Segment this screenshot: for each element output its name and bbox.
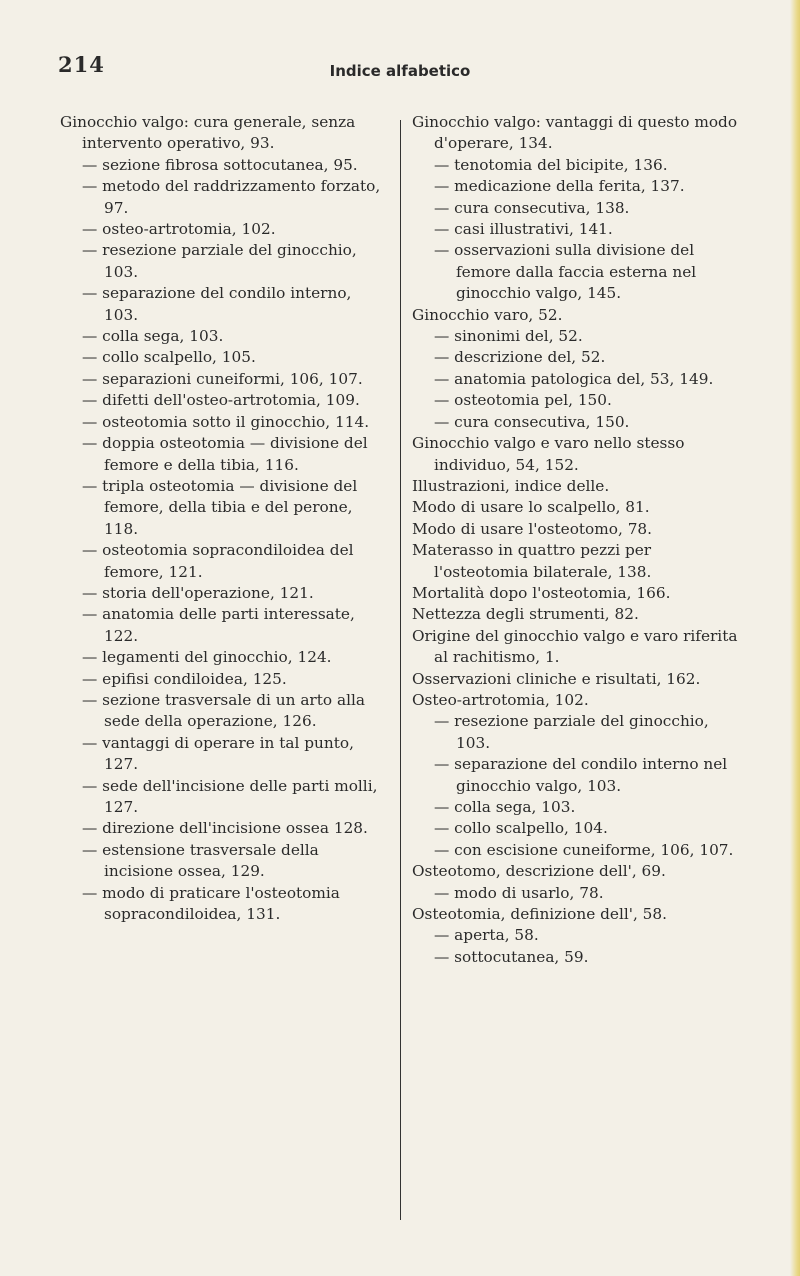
index-entry: Osteotomia, definizione dell', 58. bbox=[412, 905, 668, 924]
index-entry: Illustrazioni, indice delle. bbox=[412, 476, 610, 495]
index-subentry: — vantaggi di operare in tal punto, 127. bbox=[82, 733, 354, 774]
index-subentry: — modo di usarlo, 78. bbox=[434, 883, 604, 902]
page-number: 214 bbox=[58, 52, 105, 77]
index-subentry: — resezione parziale del ginocchio, 103. bbox=[434, 712, 709, 752]
index-subentry: — collo scalpello, 104. bbox=[434, 819, 608, 838]
index-subentry: — sottocutanea, 59. bbox=[434, 947, 589, 966]
index-subentry: — tenotomia del bicipite, 136. bbox=[434, 155, 668, 174]
index-subentry: — sinonimi del, 52. bbox=[434, 327, 583, 346]
column-divider bbox=[400, 120, 401, 1220]
index-entry: Osteotomo, descrizione dell', 69. bbox=[412, 862, 666, 881]
page-edge bbox=[790, 0, 800, 1276]
index-entry: Modo di usare l'osteotomo, 78. bbox=[412, 519, 653, 538]
index-subentry: — metodo del raddrizzamento forzato, 97. bbox=[82, 177, 381, 217]
index-subentry: — cura consecutiva, 150. bbox=[434, 412, 630, 431]
index-subentry: — resezione parziale del ginocchio, 103. bbox=[82, 241, 357, 281]
index-subentry: — anatomia delle parti interessate, 122. bbox=[82, 605, 355, 645]
index-entry: Origine del ginocchio valgo e varo riferita al rachitismo, 1. bbox=[412, 626, 738, 667]
index-subentry: — colla sega, 103. bbox=[82, 327, 224, 346]
index-entry: Osteo-artrotomia, 102. bbox=[412, 690, 589, 709]
index-subentry: — cura consecutiva, 138. bbox=[434, 198, 630, 217]
index-subentry: — osteo-artrotomia, 102. bbox=[82, 220, 276, 239]
index-subentry: — aperta, 58. bbox=[434, 926, 539, 945]
index-subentry: — medicazione della ferita, 137. bbox=[434, 177, 685, 196]
index-subentry: — casi illustrativi, 141. bbox=[434, 220, 613, 239]
index-subentry: — collo scalpello, 105. bbox=[82, 348, 256, 367]
index-entry: Modo di usare lo scalpello, 81. bbox=[412, 498, 650, 517]
index-entry: Osservazioni cliniche e risultati, 162. bbox=[412, 669, 701, 688]
index-subentry: — osteotomia sotto il ginocchio, 114. bbox=[82, 412, 370, 431]
index-column-left bbox=[60, 112, 390, 925]
index-subentry: — epifisi condiloidea, 125. bbox=[82, 669, 287, 688]
index-subentry: — sezione trasversale di un arto alla sede della operazione, 126. bbox=[82, 690, 365, 731]
index-entry: Ginocchio valgo e varo nello stesso individuo, 54, 152. bbox=[412, 434, 685, 474]
index-subentry: — osservazioni sulla divisione del femore dalla faccia esterna nel ginocchio valgo, 145. bbox=[434, 241, 697, 303]
index-subentry: — estensione trasversale della incisione ossea, 129. bbox=[82, 840, 319, 881]
index-subentry: — separazione del condilo interno, 103. bbox=[82, 284, 352, 324]
index-entry: Materasso in quattro pezzi per l'osteotomia bilaterale, 138. bbox=[412, 541, 652, 581]
index-subentry: — osteotomia pel, 150. bbox=[434, 391, 612, 410]
index-subentry: — descrizione del, 52. bbox=[434, 348, 606, 367]
index-subentry: — modo di praticare l'osteotomia sopracondiloidea, 131. bbox=[82, 883, 340, 924]
index-subentry: — anatomia patologica del, 53, 149. bbox=[434, 369, 714, 388]
index-entry: Nettezza degli strumenti, 82. bbox=[412, 605, 639, 624]
page-title: Indice alfabetico bbox=[329, 62, 471, 80]
index-entry: Ginocchio varo, 52. bbox=[412, 305, 563, 324]
index-subentry: — separazione del condilo interno nel ginocchio valgo, 103. bbox=[434, 755, 728, 795]
index-subentry: — sede dell'incisione delle parti molli, 127. bbox=[82, 776, 378, 816]
index-subentry: — osteotomia sopracondiloidea del femore, 121. bbox=[82, 541, 354, 581]
index-subentry: — sezione fibrosa sottocutanea, 95. bbox=[82, 155, 358, 174]
index-subentry: — con escisione cuneiforme, 106, 107. bbox=[434, 840, 734, 859]
index-subentry: — legamenti del ginocchio, 124. bbox=[82, 648, 332, 667]
index-subentry: — storia dell'operazione, 121. bbox=[82, 583, 314, 602]
index-subentry: — direzione dell'incisione ossea 128. bbox=[82, 819, 368, 838]
index-entry: Mortalità dopo l'osteotomia, 166. bbox=[412, 583, 671, 602]
index-subentry: — difetti dell'osteo-artrotomia, 109. bbox=[82, 391, 360, 410]
index-subentry: — colla sega, 103. bbox=[434, 798, 576, 816]
index-subentry: — tripla osteotomia — divisione del femore, della tibia e del perone, 118. bbox=[82, 476, 358, 538]
index-entry: Ginocchio valgo: cura generale, senza intervento operativo, 93. bbox=[60, 113, 356, 153]
index-entry: Ginocchio valgo: vantaggi di questo modo d'operare, 134. bbox=[412, 113, 738, 153]
index-column-right bbox=[412, 112, 747, 968]
index-subentry: — separazioni cuneiformi, 106, 107. bbox=[82, 369, 363, 388]
index-subentry: — doppia osteotomia — divisione del femore e della tibia, 116. bbox=[82, 434, 368, 474]
